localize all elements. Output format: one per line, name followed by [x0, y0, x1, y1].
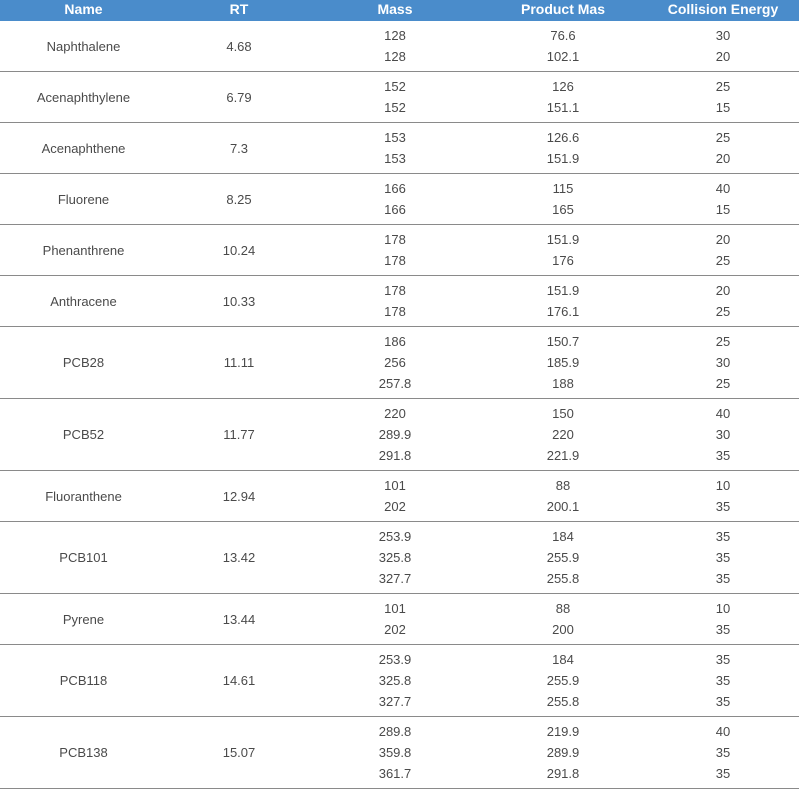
compound-name: Acenaphthylene: [36, 89, 131, 105]
collision-energy-value: 35: [715, 694, 731, 709]
product-mass-value: 151.9: [546, 232, 580, 247]
mass-value: 361.7: [378, 766, 412, 781]
mass-value: 128: [384, 28, 406, 43]
collision-energy-values: [647, 72, 799, 123]
product-mass-value: 255.8: [546, 694, 580, 709]
mass-value: 359.8: [378, 745, 412, 760]
table-row: [0, 21, 799, 72]
mass-value: 101: [384, 478, 406, 493]
retention-time: 14.61: [222, 673, 256, 688]
header-name: Name: [64, 1, 103, 17]
mass-value: 178: [384, 283, 406, 298]
mass-value: 289.8: [378, 724, 412, 739]
mass-value: 101: [384, 601, 406, 616]
compound-name: Fluoranthene: [45, 488, 122, 504]
table-row: [0, 327, 799, 399]
mass-values: [311, 72, 479, 123]
collision-energy-value: 15: [715, 202, 731, 217]
compound-name: Fluorene: [57, 191, 110, 207]
collision-energy-value: 20: [715, 283, 731, 298]
table-row: [0, 522, 799, 594]
product-mass-value: 188: [552, 376, 574, 391]
product-mass-value: 176.1: [546, 304, 580, 319]
collision-energy-value: 20: [715, 232, 731, 247]
mass-value: 327.7: [378, 571, 412, 586]
mass-value: 253.9: [378, 652, 412, 667]
collision-energy-value: 40: [715, 406, 731, 421]
mass-value: 291.8: [378, 448, 412, 463]
collision-energy-value: 35: [715, 499, 731, 514]
retention-time: 13.42: [222, 550, 256, 565]
collision-energy-value: 35: [715, 766, 731, 781]
collision-energy-value: 30: [715, 427, 731, 442]
product-mass-value: 150: [552, 406, 574, 421]
mass-values: [311, 276, 479, 327]
product-mass-values: [479, 225, 647, 276]
product-mass-values: [479, 717, 647, 789]
header-product-mass: Product Mas: [520, 1, 605, 17]
mass-values: [311, 225, 479, 276]
compound-name: Naphthalene: [46, 38, 121, 54]
collision-energy-value: 35: [715, 550, 731, 565]
product-mass-value: 255.9: [546, 550, 580, 565]
compound-name: Pyrene: [62, 611, 105, 627]
retention-time: 11.11: [223, 355, 255, 370]
product-mass-value: 126: [552, 79, 574, 94]
mass-value: 178: [384, 253, 406, 268]
table-row: [0, 225, 799, 276]
product-mass-value: 200.1: [546, 499, 580, 514]
collision-energy-values: [647, 594, 799, 645]
mass-value: 257.8: [378, 376, 412, 391]
collision-energy-values: [647, 123, 799, 174]
collision-energy-value: 15: [715, 100, 731, 115]
mass-values: [311, 522, 479, 594]
product-mass-value: 150.7: [546, 334, 580, 349]
product-mass-value: 151.9: [546, 151, 580, 166]
mass-value: 178: [384, 304, 406, 319]
mass-values: [311, 399, 479, 471]
product-mass-value: 255.9: [546, 673, 580, 688]
mass-values: [311, 645, 479, 717]
compound-name: PCB101: [59, 550, 108, 565]
product-mass-value: 200: [552, 622, 574, 637]
table-row: [0, 72, 799, 123]
collision-energy-value: 20: [715, 151, 731, 166]
product-mass-values: [479, 72, 647, 123]
product-mass-value: 151.9: [546, 283, 580, 298]
product-mass-values: [479, 327, 647, 399]
product-mass-values: [479, 21, 647, 72]
collision-energy-values: [647, 327, 799, 399]
mass-value: 327.7: [378, 694, 412, 709]
table-body: [0, 21, 799, 789]
table-row: [0, 594, 799, 645]
retention-time: 8.25: [226, 191, 252, 207]
product-mass-value: 76.6: [550, 28, 576, 43]
product-mass-value: 289.9: [546, 745, 580, 760]
product-mass-value: 115: [552, 181, 574, 196]
header-row: [0, 0, 799, 21]
retention-time: 12.94: [222, 488, 256, 504]
mass-values: [311, 327, 479, 399]
product-mass-value: 184: [552, 652, 574, 667]
collision-energy-values: [647, 717, 799, 789]
mass-value: 325.8: [378, 550, 412, 565]
collision-energy-value: 10: [715, 478, 731, 493]
collision-energy-value: 35: [715, 652, 731, 667]
collision-energy-values: [647, 174, 799, 225]
compound-name: PCB28: [62, 355, 105, 370]
table-row: [0, 399, 799, 471]
table-row: [0, 717, 799, 789]
product-mass-values: [479, 522, 647, 594]
retention-time: 6.79: [226, 89, 252, 105]
product-mass-values: [479, 174, 647, 225]
retention-time: 13.44: [222, 611, 256, 627]
table-row: [0, 276, 799, 327]
collision-energy-value: 20: [715, 49, 731, 64]
table-row: [0, 174, 799, 225]
collision-energy-value: 30: [715, 355, 731, 370]
mass-value: 153: [384, 151, 406, 166]
mass-value: 153: [384, 130, 406, 145]
header-mass: Mass: [377, 1, 413, 17]
mass-values: [311, 21, 479, 72]
mass-value: 178: [384, 232, 406, 247]
collision-energy-value: 35: [715, 673, 731, 688]
collision-energy-values: [647, 225, 799, 276]
collision-energy-value: 35: [715, 448, 731, 463]
retention-time: 4.68: [226, 38, 252, 54]
product-mass-values: [479, 123, 647, 174]
compound-name: PCB52: [62, 427, 105, 442]
collision-energy-values: [647, 522, 799, 594]
compound-name: Phenanthrene: [42, 242, 125, 258]
mass-values: [311, 174, 479, 225]
retention-time: 15.07: [222, 745, 256, 760]
product-mass-value: 291.8: [546, 766, 580, 781]
product-mass-value: 151.1: [546, 100, 580, 115]
collision-energy-value: 40: [715, 181, 731, 196]
mass-value: 289.9: [378, 427, 412, 442]
collision-energy-value: 25: [715, 130, 731, 145]
product-mass-values: [479, 471, 647, 522]
product-mass-value: 88: [555, 601, 571, 616]
mass-value: 186: [384, 334, 406, 349]
mass-values: [311, 471, 479, 522]
product-mass-value: 184: [552, 529, 574, 544]
collision-energy-value: 35: [715, 622, 731, 637]
table-row: [0, 471, 799, 522]
product-mass-values: [479, 594, 647, 645]
collision-energy-values: [647, 471, 799, 522]
product-mass-value: 185.9: [546, 355, 580, 370]
product-mass-value: 255.8: [546, 571, 580, 586]
collision-energy-value: 35: [715, 529, 731, 544]
product-mass-value: 176: [552, 253, 574, 268]
collision-energy-value: 35: [715, 745, 731, 760]
mass-value: 128: [384, 49, 406, 64]
product-mass-value: 88: [555, 478, 571, 493]
mass-value: 202: [384, 622, 406, 637]
mass-value: 166: [384, 181, 406, 196]
collision-energy-value: 40: [715, 724, 731, 739]
collision-energy-value: 10: [715, 601, 731, 616]
compound-name: Anthracene: [50, 293, 117, 309]
mass-value: 152: [384, 100, 406, 115]
product-mass-values: [479, 276, 647, 327]
collision-energy-value: 25: [715, 253, 731, 268]
product-mass-value: 126.6: [546, 130, 580, 145]
retention-time: 7.3: [229, 140, 249, 156]
table-row: [0, 123, 799, 174]
header-collision-energy: Collision Energy: [667, 1, 779, 17]
compound-name: Acenaphthene: [41, 140, 126, 156]
mass-values: [311, 123, 479, 174]
collision-energy-value: 35: [715, 571, 731, 586]
table-row: [0, 645, 799, 717]
mass-value: 253.9: [378, 529, 412, 544]
collision-energy-value: 25: [715, 334, 731, 349]
collision-energy-value: 25: [715, 376, 731, 391]
collision-energy-values: [647, 645, 799, 717]
header-rt: RT: [229, 1, 249, 17]
retention-time: 10.24: [222, 242, 256, 258]
product-mass-value: 221.9: [546, 448, 580, 463]
mass-value: 325.8: [378, 673, 412, 688]
product-mass-value: 165: [552, 202, 574, 217]
mass-values: [311, 594, 479, 645]
mass-value: 166: [384, 202, 406, 217]
product-mass-value: 220: [552, 427, 574, 442]
mass-value: 220: [384, 406, 406, 421]
compound-name: PCB118: [59, 673, 108, 688]
mass-value: 152: [384, 79, 406, 94]
collision-energy-values: [647, 21, 799, 72]
product-mass-values: [479, 645, 647, 717]
product-mass-value: 219.9: [546, 724, 580, 739]
compound-name: PCB138: [59, 745, 108, 760]
collision-energy-values: [647, 399, 799, 471]
mass-value: 202: [384, 499, 406, 514]
collision-energy-value: 25: [715, 79, 731, 94]
product-mass-value: 102.1: [546, 49, 580, 64]
collision-energy-value: 30: [715, 28, 731, 43]
mass-value: 256: [384, 355, 406, 370]
collision-energy-value: 25: [715, 304, 731, 319]
retention-time: 10.33: [222, 293, 256, 309]
retention-time: 11.77: [223, 427, 255, 442]
product-mass-values: [479, 399, 647, 471]
mass-values: [311, 717, 479, 789]
collision-energy-values: [647, 276, 799, 327]
